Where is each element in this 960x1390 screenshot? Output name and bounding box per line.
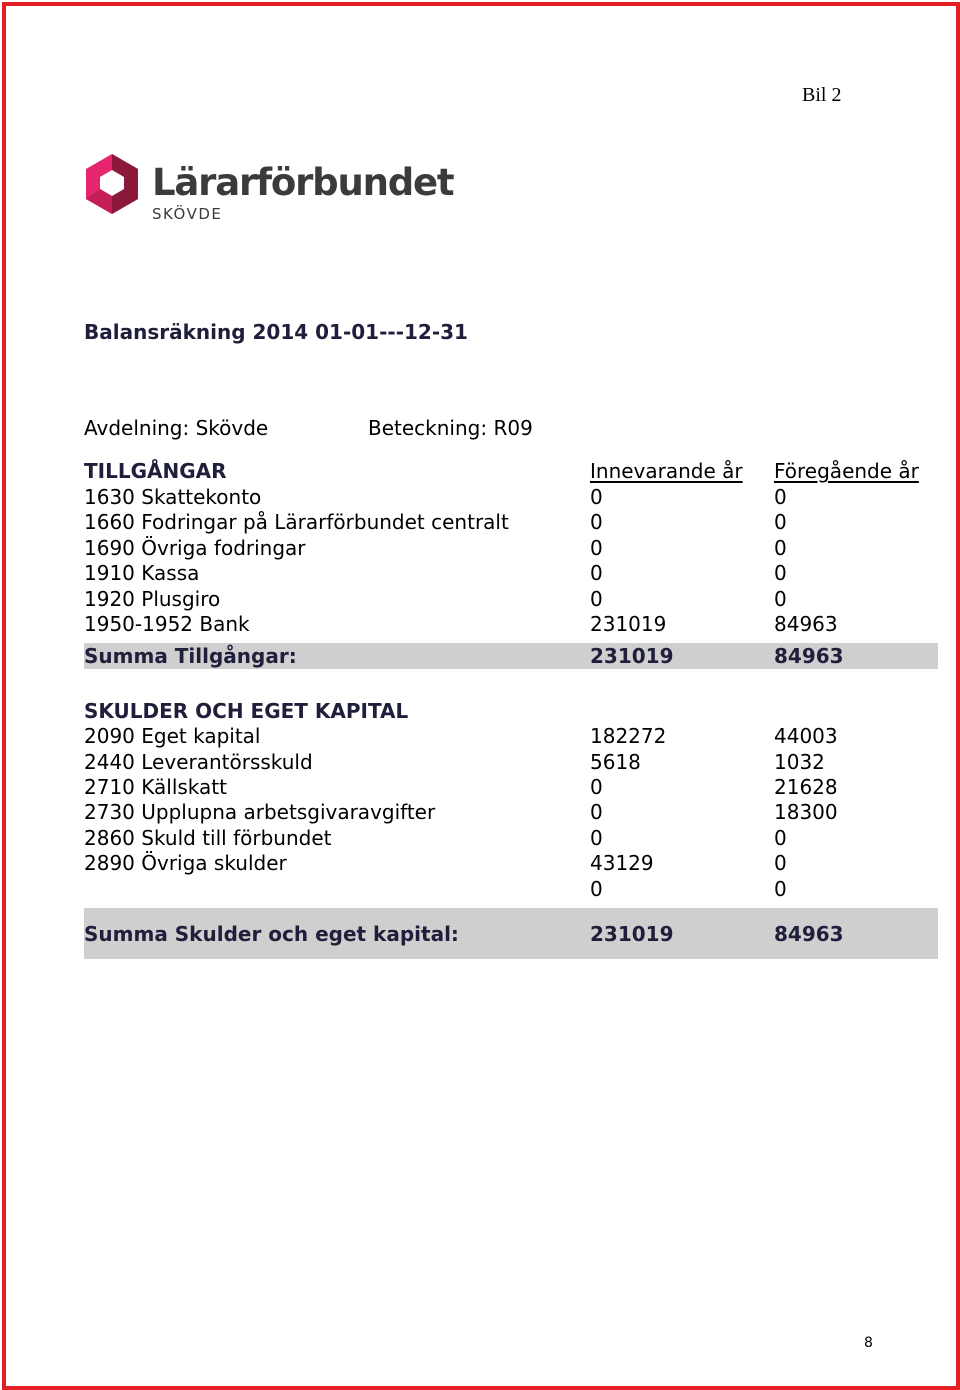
table-row	[84, 775, 938, 800]
table-row	[84, 485, 938, 510]
total-current: 231019	[590, 922, 674, 946]
row-current: 43129	[590, 851, 654, 875]
table-row	[84, 536, 938, 561]
row-label: 2710 Källskatt	[84, 775, 227, 799]
row-previous: 21628	[774, 775, 838, 799]
liabilities-total-row	[84, 922, 938, 947]
page-title: Balansräkning 2014 01-01---12-31	[84, 320, 468, 344]
hexagon-logo-icon	[84, 152, 140, 218]
row-label: 2090 Eget kapital	[84, 724, 261, 748]
department-label: Avdelning: Skövde	[84, 416, 269, 440]
row-previous: 18300	[774, 800, 838, 824]
column-header-current: Innevarande år	[590, 459, 743, 483]
logo-wordmark: Lärarförbundet	[152, 161, 454, 204]
row-current: 0	[590, 800, 603, 824]
row-previous: 1032	[774, 750, 825, 774]
logo	[84, 152, 454, 232]
table-row	[84, 724, 938, 749]
row-label: 1910 Kassa	[84, 561, 200, 585]
row-current: 5618	[590, 750, 641, 774]
page-number: 8	[864, 1335, 873, 1351]
row-label: 2440 Leverantörsskuld	[84, 750, 313, 774]
assets-total-row	[84, 644, 938, 669]
row-previous: 0	[774, 877, 787, 901]
row-label: 1630 Skattekonto	[84, 485, 262, 509]
table-row	[84, 851, 938, 876]
row-current: 0	[590, 485, 603, 509]
row-previous: 0	[774, 826, 787, 850]
total-current: 231019	[590, 644, 674, 668]
row-current: 231019	[590, 612, 667, 636]
assets-heading: TILLGÅNGAR	[84, 459, 227, 483]
table-row	[84, 877, 938, 902]
total-label: Summa Skulder och eget kapital:	[84, 922, 459, 946]
row-current: 0	[590, 775, 603, 799]
liabilities-header-row	[84, 699, 938, 724]
total-previous: 84963	[774, 644, 844, 668]
row-label: 1950-1952 Bank	[84, 612, 250, 636]
column-header-previous: Föregående år	[774, 459, 919, 483]
table-row	[84, 800, 938, 825]
table-row	[84, 561, 938, 586]
table-row	[84, 510, 938, 535]
table-row	[84, 612, 938, 637]
row-current: 0	[590, 877, 603, 901]
row-label: 2860 Skuld till förbundet	[84, 826, 332, 850]
table-row	[84, 826, 938, 851]
row-label: 2890 Övriga skulder	[84, 851, 287, 875]
assets-header-row	[84, 459, 938, 484]
row-current: 182272	[590, 724, 667, 748]
row-current: 0	[590, 561, 603, 585]
liabilities-heading: SKULDER OCH EGET KAPITAL	[84, 699, 409, 723]
total-label: Summa Tillgångar:	[84, 644, 297, 668]
row-label: 1920 Plusgiro	[84, 587, 221, 611]
row-current: 0	[590, 536, 603, 560]
row-previous: 44003	[774, 724, 838, 748]
row-previous: 0	[774, 587, 787, 611]
row-current: 0	[590, 587, 603, 611]
row-previous: 0	[774, 851, 787, 875]
row-previous: 0	[774, 561, 787, 585]
table-row	[84, 750, 938, 775]
row-label: 2730 Upplupna arbetsgivaravgifter	[84, 800, 436, 824]
row-current: 0	[590, 826, 603, 850]
row-current: 0	[590, 510, 603, 534]
table-row	[84, 587, 938, 612]
row-previous: 0	[774, 485, 787, 509]
designation-label: Beteckning: R09	[368, 416, 533, 440]
row-previous: 0	[774, 510, 787, 534]
row-label: 1660 Fodringar på Lärarförbundet centralt	[84, 510, 509, 534]
row-label: 1690 Övriga fodringar	[84, 536, 306, 560]
row-previous: 84963	[774, 612, 838, 636]
logo-subtitle: SKÖVDE	[152, 205, 223, 223]
attachment-label: Bil 2	[802, 84, 842, 106]
total-previous: 84963	[774, 922, 844, 946]
row-previous: 0	[774, 536, 787, 560]
